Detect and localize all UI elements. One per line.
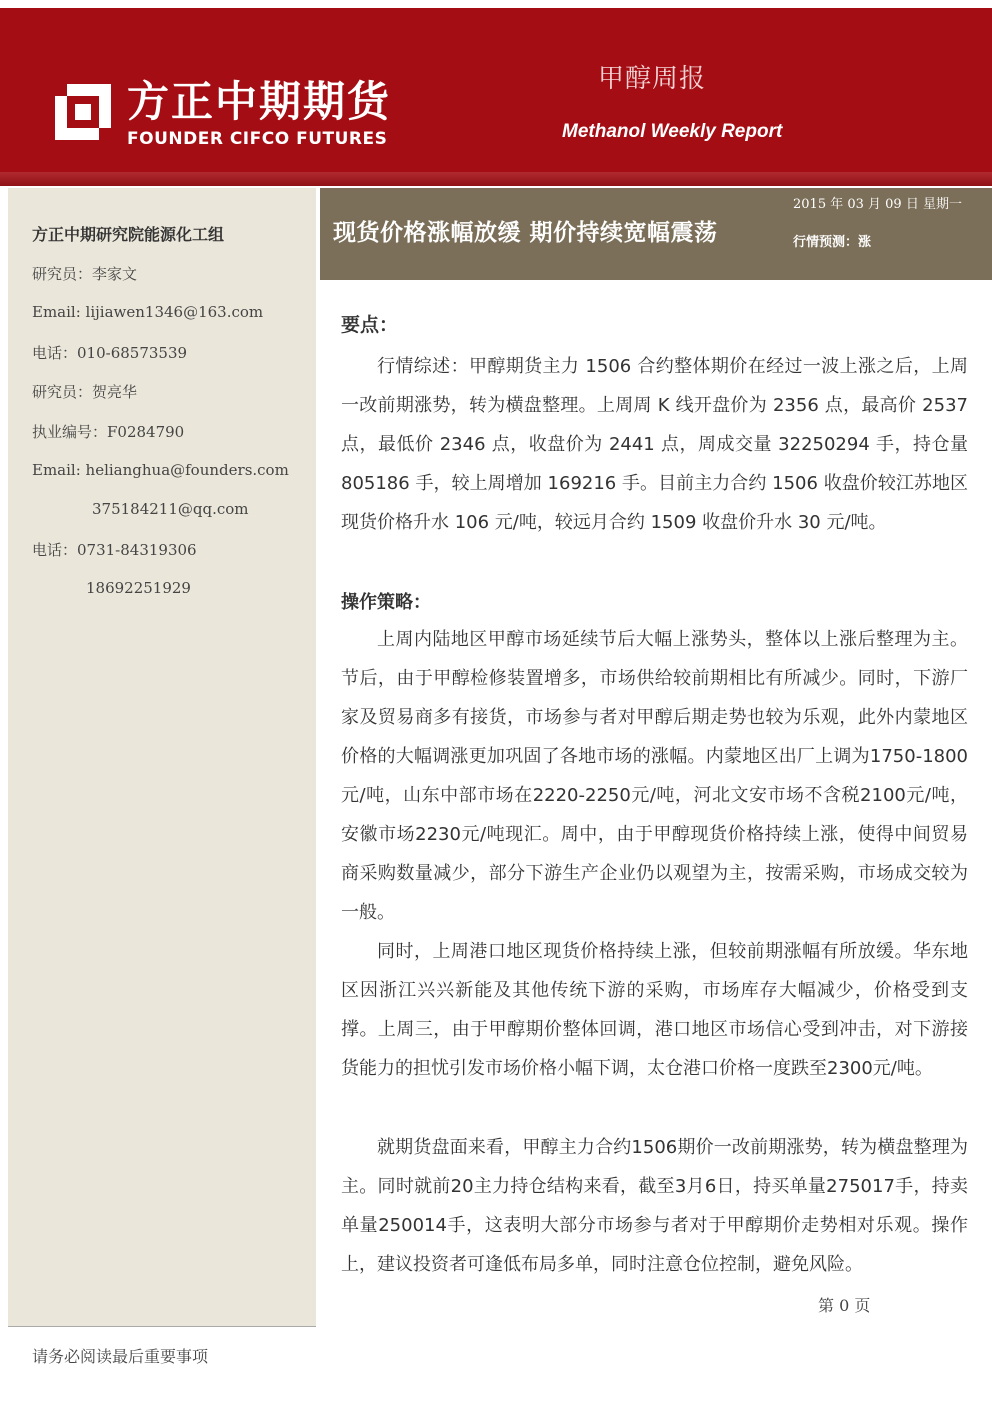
strategy-heading: 操作策略：: [341, 592, 431, 613]
header-strip: [0, 172, 992, 186]
license-number: 执业编号：F0284790: [32, 423, 185, 441]
sidebar-title: 方正中期研究院能源化工组: [32, 225, 225, 244]
forecast: 行情预测：涨: [793, 235, 872, 250]
report-date: 2015 年 03 月 09 日 星期一: [793, 197, 962, 212]
strategy-paragraph-3: 就期货盘面来看，甲醇主力合约1506期价一改前期涨势，转为横盘整理为主。同时就前20主力持仓结构来看，截至3月6日，持买单量275017手，持卖单量250014手，这表明大部分市场参与者对于甲醇期价走势相对乐观。操作上，建议投资者可逢低布局多单，同时注意仓位控制，避免风险。: [341, 1137, 968, 1275]
researcher-2: 研究员：贺亮华: [32, 383, 138, 401]
phone-2: 电话：0731-84319306: [32, 541, 197, 559]
footer-note: 请务必阅读最后重要事项: [32, 1347, 209, 1366]
logo-text-cn: 方正中期期货: [127, 77, 392, 126]
strategy-paragraph-1: 上周内陆地区甲醇市场延续节后大幅上涨势头，整体以上涨后整理为主。节后，由于甲醇检修装置增多，市场供给较前期相比有所减少。同时，下游厂家及贸易商多有接货，市场参与者对甲醇后期走势也较为乐观，此外内蒙地区价格的大幅调涨更加巩固了各地市场的涨幅。内蒙地区出厂上调为1750-1800元/吨，山东中部市场在2220-2250元/吨，河北文安市场不含税2100元/吨，安徽市场2230元/吨现汇。周中，由于甲醇现货价格持续上涨，使得中间贸易商采购数量减少，部分下游生产企业仍以观望为主，按需采购，市场成交较为一般。: [341, 629, 968, 923]
email-3[interactable]: 375184211@qq.com: [92, 500, 249, 518]
report-title-en: Methanol Weekly Report: [562, 121, 783, 142]
email-1[interactable]: Email: lijiawen1346@163.com: [32, 303, 264, 321]
email-2[interactable]: Email: helianghua@founders.com: [32, 461, 289, 479]
report-title-cn: 甲醇周报: [598, 64, 707, 94]
phone-3: 18692251929: [86, 579, 191, 597]
page-number: 第 0 页: [818, 1296, 871, 1315]
founder-logo-icon: [55, 84, 111, 140]
logo-text-en: FOUNDER CIFCO FUTURES: [127, 129, 388, 149]
footer-divider: [8, 1326, 316, 1327]
key-points-heading: 要点：: [341, 314, 399, 336]
researcher-1: 研究员：李家文: [32, 265, 138, 283]
main-title: 现货价格涨幅放缓 期价持续宽幅震荡: [333, 220, 718, 246]
phone-1: 电话：010-68573539: [32, 344, 188, 362]
market-summary-paragraph: 行情综述：甲醇期货主力 1506 合约整体期价在经过一波上涨之后，上周一改前期涨势，转为横盘整理。上周周 K 线开盘价为 2356 点，最高价 2537 点，最低价 2346 点，收盘价为 2441 点，周成交量 32250294 手，持仓量 805186 手，较上周增加 169216 手。目前主力合约 1506 收盘价较江苏地区现货价格升水 106 元/吨，较远月合约 1509 收盘价升水 30 元/吨。: [341, 356, 968, 533]
strategy-paragraph-2: 同时，上周港口地区现货价格持续上涨，但较前期涨幅有所放缓。华东地区因浙江兴兴新能及其他传统下游的采购，市场库存大幅减少，价格受到支撑。上周三，由于甲醇期价整体回调，港口地区市场信心受到冲击，对下游接货能力的担忧引发市场价格小幅下调，太仓港口价格一度跌至2300元/吨。: [341, 941, 968, 1079]
